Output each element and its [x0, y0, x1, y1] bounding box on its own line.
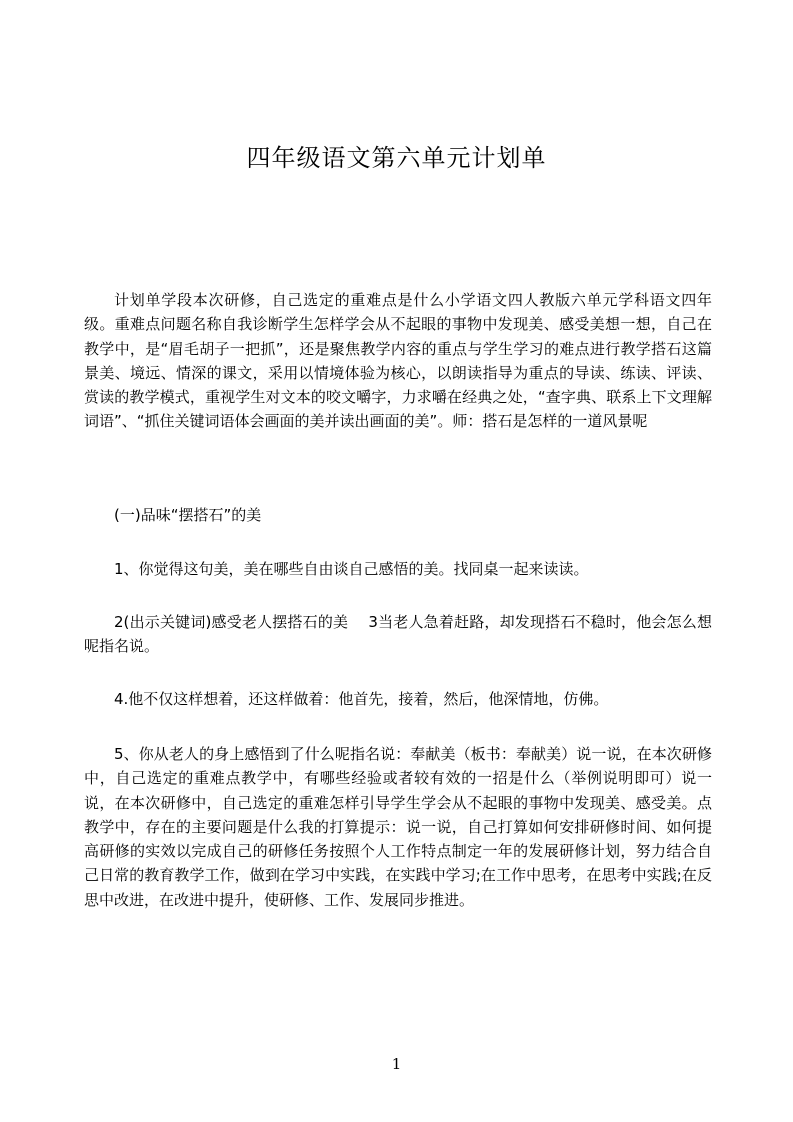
paragraph-item-4: 4.他不仅这样想着，还这样做着：他首先，接着，然后，他深情地，仿佛。: [114, 690, 609, 708]
paragraph-section-heading: (一)品味“摆搭石”的美: [114, 506, 262, 524]
paragraph-item-5: 5、你从老人的身上感悟到了什么呢指名说：奉献美（板书：奉献美）说一说，在本次研修中，自己选定的重难点教学中，有哪些经验或者较有效的一招是什么（举例说明即可）说一说，在本次研修中，自己选定的重难怎样引导学生学会从不起眼的事物中发现美、感受美。点教学中，存在的主要问题是什么我的打算提示：说一说，自己打算如何安排研修时间、如何提高研修的实效以完成自己的研修任务按照个人工作特点制定一年的发展研修计划，努力结合自己日常的教育教学工作，做到在学习中实践，在实践中学习;在工作中思考，在思考中实践;在反思中改进，在改进中提升，使研修、工作、发展同步推进。: [84, 745, 712, 909]
paragraph-item-2-3: 2(出示关键词)感受老人摆搭石的美 3当老人急着赶路，却发现搭石不稳时，他会怎么想呢指名说。: [84, 613, 712, 656]
document-title: 四年级语文第六单元计划单: [246, 144, 547, 172]
paragraph-intro: 计划单学段本次研修，自己选定的重难点是什么小学语文四人教版六单元学科语文四年级。重难点问题名称自我诊断学生怎样学会从不起眼的事物中发现美、感受美想一想，自己在教学中，是“眉毛胡子一把抓”，还是聚焦教学内容的重点与学生学习的难点进行教学搭石这篇景美、境远、情深的课文，采用以情境体验为核心，以朗读指导为重点的导读、练读、评读、赏读的教学模式，重视学生对文本的咬文嚼字，力求嚼在经典之处，“查字典、联系上下文理解词语”、“抓住关键词语体会画面的美并读出画面的美”。师：搭石是怎样的一道风景呢: [84, 291, 712, 431]
page-number: 1: [391, 1055, 402, 1073]
paragraph-item-1: 1、你觉得这句美，美在哪些自由谈自己感悟的美。找同桌一起来读读。: [114, 560, 589, 578]
